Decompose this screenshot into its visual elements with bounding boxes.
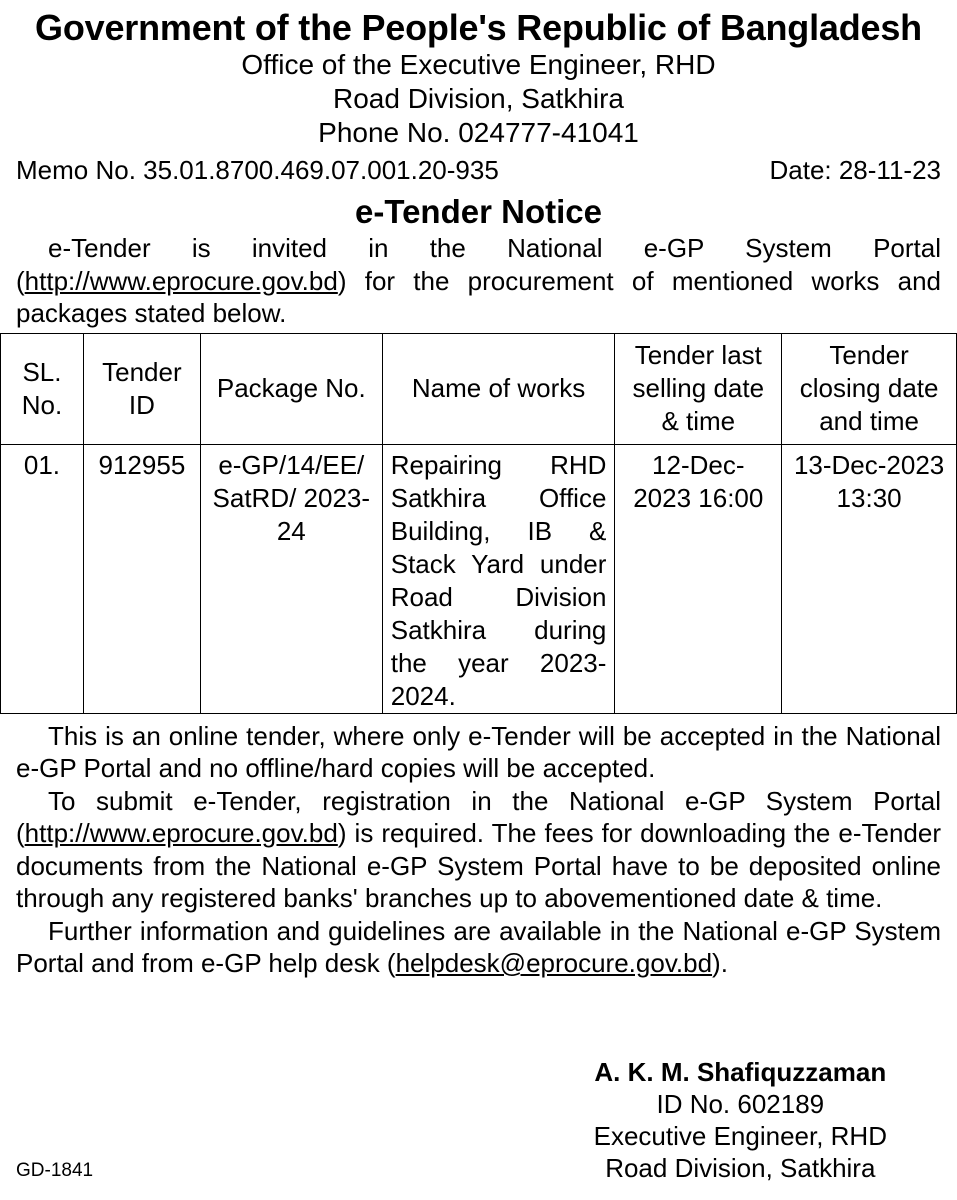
header-sl-no: SL. No. [1, 333, 84, 444]
memo-row [16, 154, 941, 186]
header-closing-date: Tender closing date and time [782, 333, 957, 444]
registration-text-start: To submit e-Tender, registration in the National e-GP System Portal ( [16, 785, 941, 848]
header-name-of-works: Name of works [382, 333, 615, 444]
signature-block [594, 1056, 887, 1184]
cell-tender-id: 912955 [83, 444, 200, 713]
eprocure-link[interactable]: http://www.eprocure.gov.bd [24, 265, 338, 296]
intro-text-end: ) for the procurement of mentioned works and packages stated below. [16, 265, 941, 328]
table-row [1, 444, 957, 713]
table-header-row [1, 333, 957, 444]
tender-table [0, 333, 957, 714]
header-selling-date: Tender last selling date & time [615, 333, 782, 444]
cell-closing-date: 13-Dec-2023 13:30 [782, 444, 957, 713]
intro-paragraph [16, 232, 941, 330]
signatory-name: A. K. M. Shafiquzzaman [594, 1057, 887, 1087]
header-package-no: Package No. [200, 333, 382, 444]
cell-sl-no: 01. [1, 444, 84, 713]
eprocure-link-2[interactable]: http://www.eprocure.gov.bd [24, 818, 338, 848]
registration-text-end: ) is required. The fees for downloading the e-Tender documents from the National e-GP System Portal have to be deposited online through any registered banks' branches up to abovementioned date & time. [16, 818, 941, 913]
intro-text-start: e-Tender is invited in the National e-GP System Portal ( [16, 233, 941, 296]
cell-selling-date: 12-Dec-2023 16:00 [615, 444, 782, 713]
memo-date: Date: 28-11-23 [769, 155, 941, 185]
division-name: Road Division, Satkhira [332, 83, 625, 114]
notice-heading: e-Tender Notice [355, 193, 602, 230]
phone-number: Phone No. 024777-41041 [318, 117, 639, 148]
government-title: Government of the People's Republic of Bangladesh [35, 7, 922, 48]
further-info-paragraph [16, 915, 941, 980]
further-info-text-end: ). [712, 948, 728, 978]
cell-name-of-works: Repairing RHD Satkhira Office Building, IB & Stack Yard under Road Division Satkhira during the year 2023-2024. [382, 444, 615, 713]
registration-paragraph [16, 785, 941, 915]
office-name: Office of the Executive Engineer, RHD [241, 49, 716, 80]
signatory-designation: Executive Engineer, RHD [593, 1121, 887, 1151]
cell-package-no: e-GP/14/EE/ SatRD/ 2023-24 [200, 444, 382, 713]
helpdesk-email-link[interactable]: helpdesk@eprocure.gov.bd [395, 948, 713, 978]
gd-code: GD-1841 [16, 1160, 94, 1181]
header-tender-id: Tender ID [83, 333, 200, 444]
online-tender-paragraph: This is an online tender, where only e-Tender will be accepted in the National e-GP Portal and no offline/hard copies will be accepted. [16, 720, 941, 783]
further-info-text-start: Further information and guidelines are available in the National e-GP System Portal and from e-GP help desk ( [16, 915, 941, 978]
signatory-division: Road Division, Satkhira [605, 1153, 876, 1183]
signatory-id: ID No. 602189 [656, 1089, 825, 1119]
memo-number: Memo No. 35.01.8700.469.07.001.20-935 [16, 155, 499, 185]
